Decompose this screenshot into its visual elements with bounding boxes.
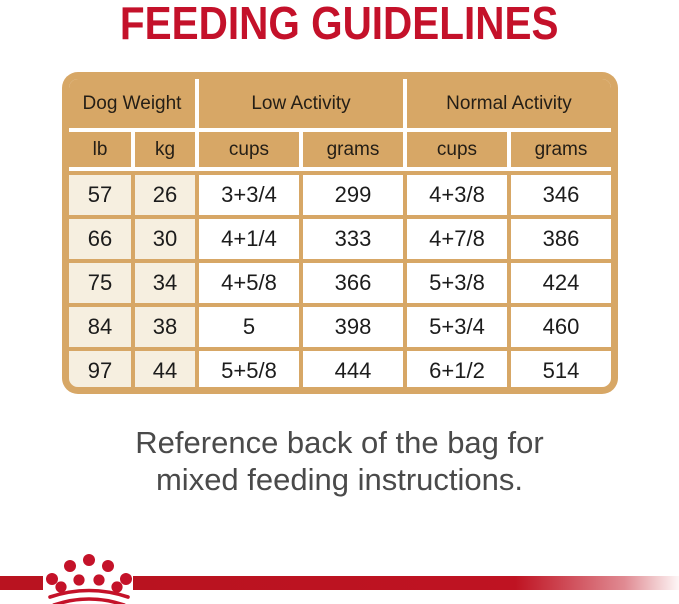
table-cell: 460 [511, 307, 611, 347]
group-header-dog-weight: Dog Weight [69, 79, 195, 128]
column-header-lb: lb [69, 132, 131, 167]
table-cell: 97 [69, 351, 131, 387]
table-cell: 4+1/4 [199, 219, 299, 259]
table-cell: 4+7/8 [407, 219, 507, 259]
brand-band-right [133, 576, 679, 590]
table-cell: 514 [511, 351, 611, 387]
table-cell: 5+5/8 [199, 351, 299, 387]
table-cell: 34 [135, 263, 195, 303]
table-cell: 38 [135, 307, 195, 347]
table-cell: 386 [511, 219, 611, 259]
column-header-cups-low: cups [199, 132, 299, 167]
brand-band-left [0, 576, 43, 590]
table-body [69, 171, 611, 387]
column-header-kg: kg [135, 132, 195, 167]
table-group-header-row [69, 79, 611, 128]
royal-canin-crown-icon [44, 554, 134, 604]
table-column-header-row [69, 132, 611, 167]
table-cell: 84 [69, 307, 131, 347]
table-cell: 66 [69, 219, 131, 259]
feeding-guidelines-table [62, 72, 618, 394]
table-cell: 444 [303, 351, 403, 387]
table-cell: 26 [135, 175, 195, 215]
table-cell: 366 [303, 263, 403, 303]
table-cell: 30 [135, 219, 195, 259]
column-header-cups-normal: cups [407, 132, 507, 167]
group-header-low-activity: Low Activity [199, 79, 403, 128]
page-title-wrap [0, 0, 679, 50]
table-cell: 424 [511, 263, 611, 303]
table-cell: 346 [511, 175, 611, 215]
mixed-feeding-note [0, 424, 679, 498]
page-title: FEEDING GUIDELINES [120, 0, 559, 49]
table-cell: 44 [135, 351, 195, 387]
table-cell: 398 [303, 307, 403, 347]
table-cell: 75 [69, 263, 131, 303]
column-header-grams-low: grams [303, 132, 403, 167]
table-inner [69, 79, 611, 387]
table-cell: 5 [199, 307, 299, 347]
group-header-normal-activity: Normal Activity [407, 79, 611, 128]
table-cell: 5+3/8 [407, 263, 507, 303]
table-cell: 5+3/4 [407, 307, 507, 347]
table-cell: 57 [69, 175, 131, 215]
column-header-grams-normal: grams [511, 132, 611, 167]
table-cell: 333 [303, 219, 403, 259]
table-cell: 4+5/8 [199, 263, 299, 303]
table-cell: 3+3/4 [199, 175, 299, 215]
table-cell: 299 [303, 175, 403, 215]
note-line-1: Reference back of the bag for [135, 425, 544, 460]
table-cell: 4+3/8 [407, 175, 507, 215]
table-cell: 6+1/2 [407, 351, 507, 387]
note-line-2: mixed feeding instructions. [155, 462, 524, 497]
